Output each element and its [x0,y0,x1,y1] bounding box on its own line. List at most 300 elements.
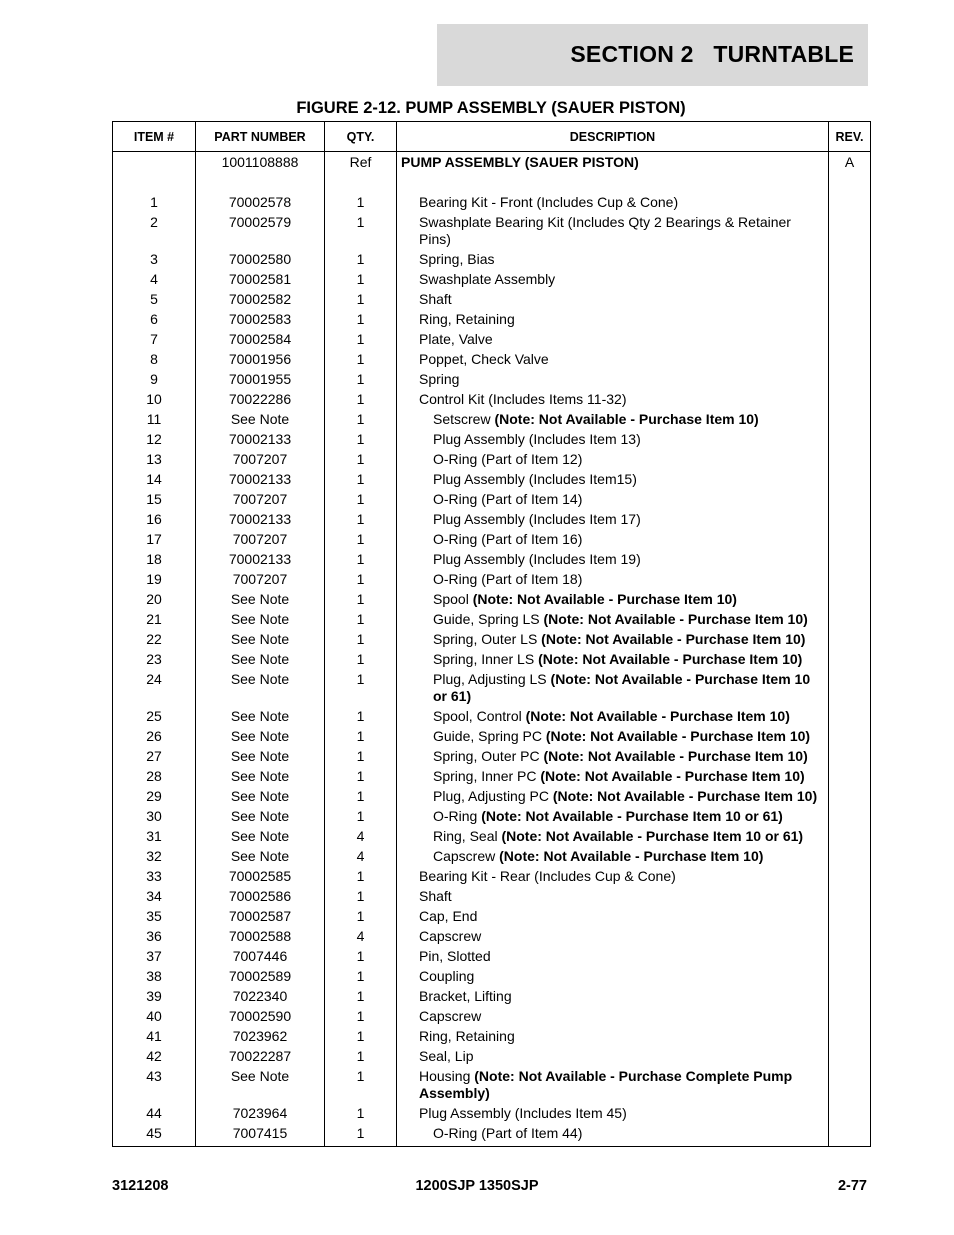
item-number: 11 [113,409,196,429]
item-number: 19 [113,569,196,589]
rev [829,866,871,886]
description-text: Spring [419,371,460,387]
description [397,389,829,409]
rev [829,549,871,569]
rev [829,726,871,746]
item-number: 16 [113,509,196,529]
section-header: SECTION 2 TURNTABLE [570,41,854,67]
item-number: 7 [113,329,196,349]
availability-note: (Note: Not Available - Purchase Item 10) [543,748,808,764]
quantity: 1 [325,389,397,409]
assembly-row [113,152,871,173]
part-number: 70002580 [196,249,325,269]
rev [829,706,871,726]
part-number: See Note [196,609,325,629]
rev [829,1046,871,1066]
rev [829,1123,871,1147]
item-number: 41 [113,1026,196,1046]
description-text: O-Ring (Part of Item 44) [433,1125,583,1141]
rev [829,389,871,409]
table-row [113,1046,871,1066]
table-row [113,1026,871,1046]
column-header-item: ITEM # [113,122,196,152]
part-number: See Note [196,669,325,706]
quantity: 1 [325,449,397,469]
rev [829,212,871,249]
description [397,629,829,649]
rev [829,249,871,269]
table-row [113,726,871,746]
table-row [113,589,871,609]
figure-title: FIGURE 2-12. PUMP ASSEMBLY (SAUER PISTON) [296,99,686,117]
description-text: O-Ring (Part of Item 14) [433,491,583,507]
description-text: Spring, Outer PC [433,748,544,764]
description-text: Spool, Control [433,708,526,724]
quantity: 1 [325,309,397,329]
quantity: 1 [325,669,397,706]
description-text: Guide, Spring LS [433,611,544,627]
table-row [113,469,871,489]
part-number: 70002590 [196,1006,325,1026]
description-text: O-Ring (Part of Item 16) [433,531,583,547]
rev [829,906,871,926]
description-text: Shaft [419,291,452,307]
description [397,766,829,786]
description-text: Coupling [419,968,475,984]
part-number: 70002585 [196,866,325,886]
part-number: See Note [196,629,325,649]
description-text: Spool [433,591,473,607]
description-text: Guide, Spring PC [433,728,546,744]
quantity: 1 [325,866,397,886]
quantity: 1 [325,946,397,966]
item-number: 13 [113,449,196,469]
rev [829,349,871,369]
part-number: See Note [196,826,325,846]
table-row [113,449,871,469]
description [397,1123,829,1147]
table-row [113,1123,871,1147]
table-row [113,549,871,569]
availability-note: (Note: Not Available - Purchase Item 10 or 61) [433,671,811,704]
table-row [113,886,871,906]
description [397,746,829,766]
table-row [113,529,871,549]
item-number: 18 [113,549,196,569]
quantity: 1 [325,1103,397,1123]
item-number: 39 [113,986,196,1006]
item-number: 27 [113,746,196,766]
item-number: 3 [113,249,196,269]
table-row [113,926,871,946]
item-number: 14 [113,469,196,489]
description [397,469,829,489]
column-header-rev: REV. [829,122,871,152]
table-row [113,1103,871,1123]
table-row [113,429,871,449]
description-text: Poppet, Check Valve [419,351,549,367]
item-number: 42 [113,1046,196,1066]
quantity: 1 [325,806,397,826]
description [397,549,829,569]
table-row [113,212,871,249]
part-number: See Note [196,726,325,746]
rev [829,529,871,549]
rev [829,1026,871,1046]
table-row [113,946,871,966]
item-number: 10 [113,389,196,409]
description [397,866,829,886]
rev [829,469,871,489]
description [397,349,829,369]
quantity: 1 [325,409,397,429]
description-text: Plug Assembly (Includes Item 17) [433,511,641,527]
availability-note: (Note: Not Available - Purchase Item 10) [525,708,790,724]
table-row [113,706,871,726]
description-text: Bearing Kit - Front (Includes Cup & Cone) [419,194,679,210]
item-number: 23 [113,649,196,669]
item-number: 38 [113,966,196,986]
item-number: 5 [113,289,196,309]
item-number: 2 [113,212,196,249]
part-number: See Note [196,766,325,786]
description [397,986,829,1006]
rev [829,806,871,826]
assembly-rev: A [829,152,871,173]
description [397,489,829,509]
rev [829,846,871,866]
availability-note: (Note: Not Available - Purchase Item 10) [472,591,737,607]
description [397,609,829,629]
description-text: Plate, Valve [419,331,493,347]
description [397,806,829,826]
description [397,1046,829,1066]
description-text: Pin, Slotted [419,948,491,964]
part-number: See Note [196,649,325,669]
quantity: 1 [325,649,397,669]
description [397,192,829,212]
description [397,726,829,746]
table-row [113,569,871,589]
rev [829,369,871,389]
table-row [113,349,871,369]
table-row [113,826,871,846]
description [397,706,829,726]
description [397,966,829,986]
quantity: 1 [325,726,397,746]
part-number: 70001956 [196,349,325,369]
rev [829,309,871,329]
rev [829,589,871,609]
quantity: 1 [325,746,397,766]
part-number: 7023964 [196,1103,325,1123]
description-text: Capscrew [419,1008,482,1024]
item-number: 45 [113,1123,196,1147]
table-row [113,846,871,866]
table-row [113,249,871,269]
rev [829,409,871,429]
part-number: 70002586 [196,886,325,906]
item-number: 15 [113,489,196,509]
rev [829,886,871,906]
table-row [113,192,871,212]
quantity: 1 [325,986,397,1006]
description [397,926,829,946]
rev [829,1006,871,1026]
part-number: 70002583 [196,309,325,329]
footer-page-number: 2-77 [837,1178,867,1194]
availability-note: (Note: Not Available - Purchase Item 10) [538,651,803,667]
quantity: 4 [325,846,397,866]
item-number: 26 [113,726,196,746]
description-text: Plug Assembly (Includes Item 13) [433,431,641,447]
assembly-part-number: 1001108888 [196,152,325,173]
part-number: 7007207 [196,569,325,589]
rev [829,1066,871,1103]
description [397,786,829,806]
item-number: 24 [113,669,196,706]
item-number: 30 [113,806,196,826]
description [397,669,829,706]
part-number: 7007415 [196,1123,325,1147]
description-text: Plug Assembly (Includes Item 45) [419,1105,627,1121]
part-number: See Note [196,806,325,826]
description [397,289,829,309]
rev [829,746,871,766]
availability-note: (Note: Not Available - Purchase Complete Pump Assembly) [419,1068,793,1101]
table-row [113,629,871,649]
part-number: See Note [196,706,325,726]
table-row [113,766,871,786]
part-number: See Note [196,786,325,806]
table-row [113,806,871,826]
table-row [113,389,871,409]
assembly-item [113,152,196,173]
part-number: 70022286 [196,389,325,409]
description [397,589,829,609]
quantity: 1 [325,289,397,309]
item-number: 40 [113,1006,196,1026]
footer-manual-number: 3121208 [112,1178,169,1194]
description-text: Bracket, Lifting [419,988,512,1004]
part-number: See Note [196,1066,325,1103]
description-text: Setscrew [433,411,495,427]
quantity: 1 [325,706,397,726]
quantity: 1 [325,906,397,926]
rev [829,192,871,212]
item-number: 1 [113,192,196,212]
description-text: Cap, End [419,908,478,924]
quantity: 1 [325,569,397,589]
description [397,1066,829,1103]
description-text: Ring, Seal [433,828,502,844]
part-number: 70001955 [196,369,325,389]
availability-note: (Note: Not Available - Purchase Item 10) [541,631,806,647]
availability-note: (Note: Not Available - Purchase Item 10) [543,611,808,627]
description-text: Ring, Retaining [419,1028,515,1044]
part-number: 7022340 [196,986,325,1006]
description-text: Capscrew [419,928,482,944]
rev [829,449,871,469]
quantity: 1 [325,192,397,212]
item-number: 36 [113,926,196,946]
part-number: 7007207 [196,449,325,469]
item-number: 6 [113,309,196,329]
quantity: 1 [325,1046,397,1066]
item-number: 31 [113,826,196,846]
description [397,509,829,529]
part-number: See Note [196,746,325,766]
description-text: Plug Assembly (Includes Item15) [433,471,637,487]
table-row [113,866,871,886]
description [397,529,829,549]
part-number: 70002133 [196,549,325,569]
description [397,649,829,669]
quantity: 1 [325,249,397,269]
quantity: 1 [325,1066,397,1103]
description-text: Swashplate Assembly [419,271,556,287]
quantity: 1 [325,1123,397,1147]
rev [829,946,871,966]
table-row [113,1066,871,1103]
item-number: 20 [113,589,196,609]
table-row [113,329,871,349]
column-header-qty: QTY. [325,122,397,152]
table-row [113,609,871,629]
description-text: O-Ring [433,808,482,824]
rev [829,609,871,629]
item-number: 8 [113,349,196,369]
rev [829,649,871,669]
quantity: 1 [325,509,397,529]
description [397,886,829,906]
rev [829,509,871,529]
description [397,569,829,589]
description [397,369,829,389]
quantity: 1 [325,786,397,806]
rev [829,489,871,509]
table-row [113,786,871,806]
part-number: 70002133 [196,429,325,449]
part-number: 70002588 [196,926,325,946]
description [397,826,829,846]
description-text: Spring, Inner PC [433,768,541,784]
description-text: Plug, Adjusting PC [433,788,553,804]
item-number: 43 [113,1066,196,1103]
parts-table [112,121,871,1147]
table-row [113,1006,871,1026]
table-row [113,409,871,429]
part-number: 7007446 [196,946,325,966]
quantity: 4 [325,826,397,846]
part-number: See Note [196,409,325,429]
quantity: 1 [325,549,397,569]
assembly-qty: Ref [325,152,397,173]
quantity: 1 [325,1006,397,1026]
quantity: 1 [325,589,397,609]
part-number: 70002579 [196,212,325,249]
rev [829,966,871,986]
rev [829,669,871,706]
quantity: 1 [325,886,397,906]
description [397,1026,829,1046]
table-row [113,746,871,766]
description-text: Ring, Retaining [419,311,515,327]
table-row [113,489,871,509]
availability-note: (Note: Not Available - Purchase Item 10 or 61) [481,808,783,824]
column-header-description: DESCRIPTION [397,122,829,152]
part-number: 70002133 [196,469,325,489]
description-text: Plug, Adjusting LS [433,671,551,687]
part-number: 70022287 [196,1046,325,1066]
quantity: 1 [325,429,397,449]
part-number: 70002589 [196,966,325,986]
table-row [113,269,871,289]
part-number: 70002587 [196,906,325,926]
parts-table-body [113,152,871,1147]
quantity: 1 [325,609,397,629]
table-row [113,509,871,529]
description-text: Shaft [419,888,452,904]
rev [829,826,871,846]
availability-note: (Note: Not Available - Purchase Item 10) [494,411,759,427]
item-number: 22 [113,629,196,649]
item-number: 21 [113,609,196,629]
description-text: Control Kit (Includes Items 11-32) [419,391,627,407]
description [397,269,829,289]
part-number: 7007207 [196,529,325,549]
description-text: O-Ring (Part of Item 12) [433,451,583,467]
availability-note: (Note: Not Available - Purchase Item 10) [552,788,818,804]
quantity: 1 [325,629,397,649]
description-text: Seal, Lip [419,1048,474,1064]
item-number: 35 [113,906,196,926]
description-text: Capscrew [433,848,500,864]
part-number: See Note [196,846,325,866]
assembly-description: PUMP ASSEMBLY (SAUER PISTON) [397,152,829,173]
description [397,449,829,469]
item-number: 32 [113,846,196,866]
item-number: 9 [113,369,196,389]
rev [829,786,871,806]
rev [829,269,871,289]
table-row [113,649,871,669]
section-banner [437,24,868,86]
rev [829,926,871,946]
description-text: Bearing Kit - Rear (Includes Cup & Cone) [419,868,676,884]
item-number: 44 [113,1103,196,1123]
quantity: 1 [325,469,397,489]
availability-note: (Note: Not Available - Purchase Item 10) [540,768,805,784]
description [397,946,829,966]
quantity: 1 [325,269,397,289]
rev [829,1103,871,1123]
part-number: See Note [196,589,325,609]
part-number: 7023962 [196,1026,325,1046]
table-row [113,669,871,706]
part-number: 70002581 [196,269,325,289]
item-number: 4 [113,269,196,289]
description [397,249,829,269]
description [397,212,829,249]
availability-note: (Note: Not Available - Purchase Item 10 or 61) [501,828,804,844]
description-text: O-Ring (Part of Item 18) [433,571,583,587]
quantity: 4 [325,926,397,946]
quantity: 1 [325,212,397,249]
description [397,409,829,429]
rev [829,766,871,786]
part-number: 7007207 [196,489,325,509]
